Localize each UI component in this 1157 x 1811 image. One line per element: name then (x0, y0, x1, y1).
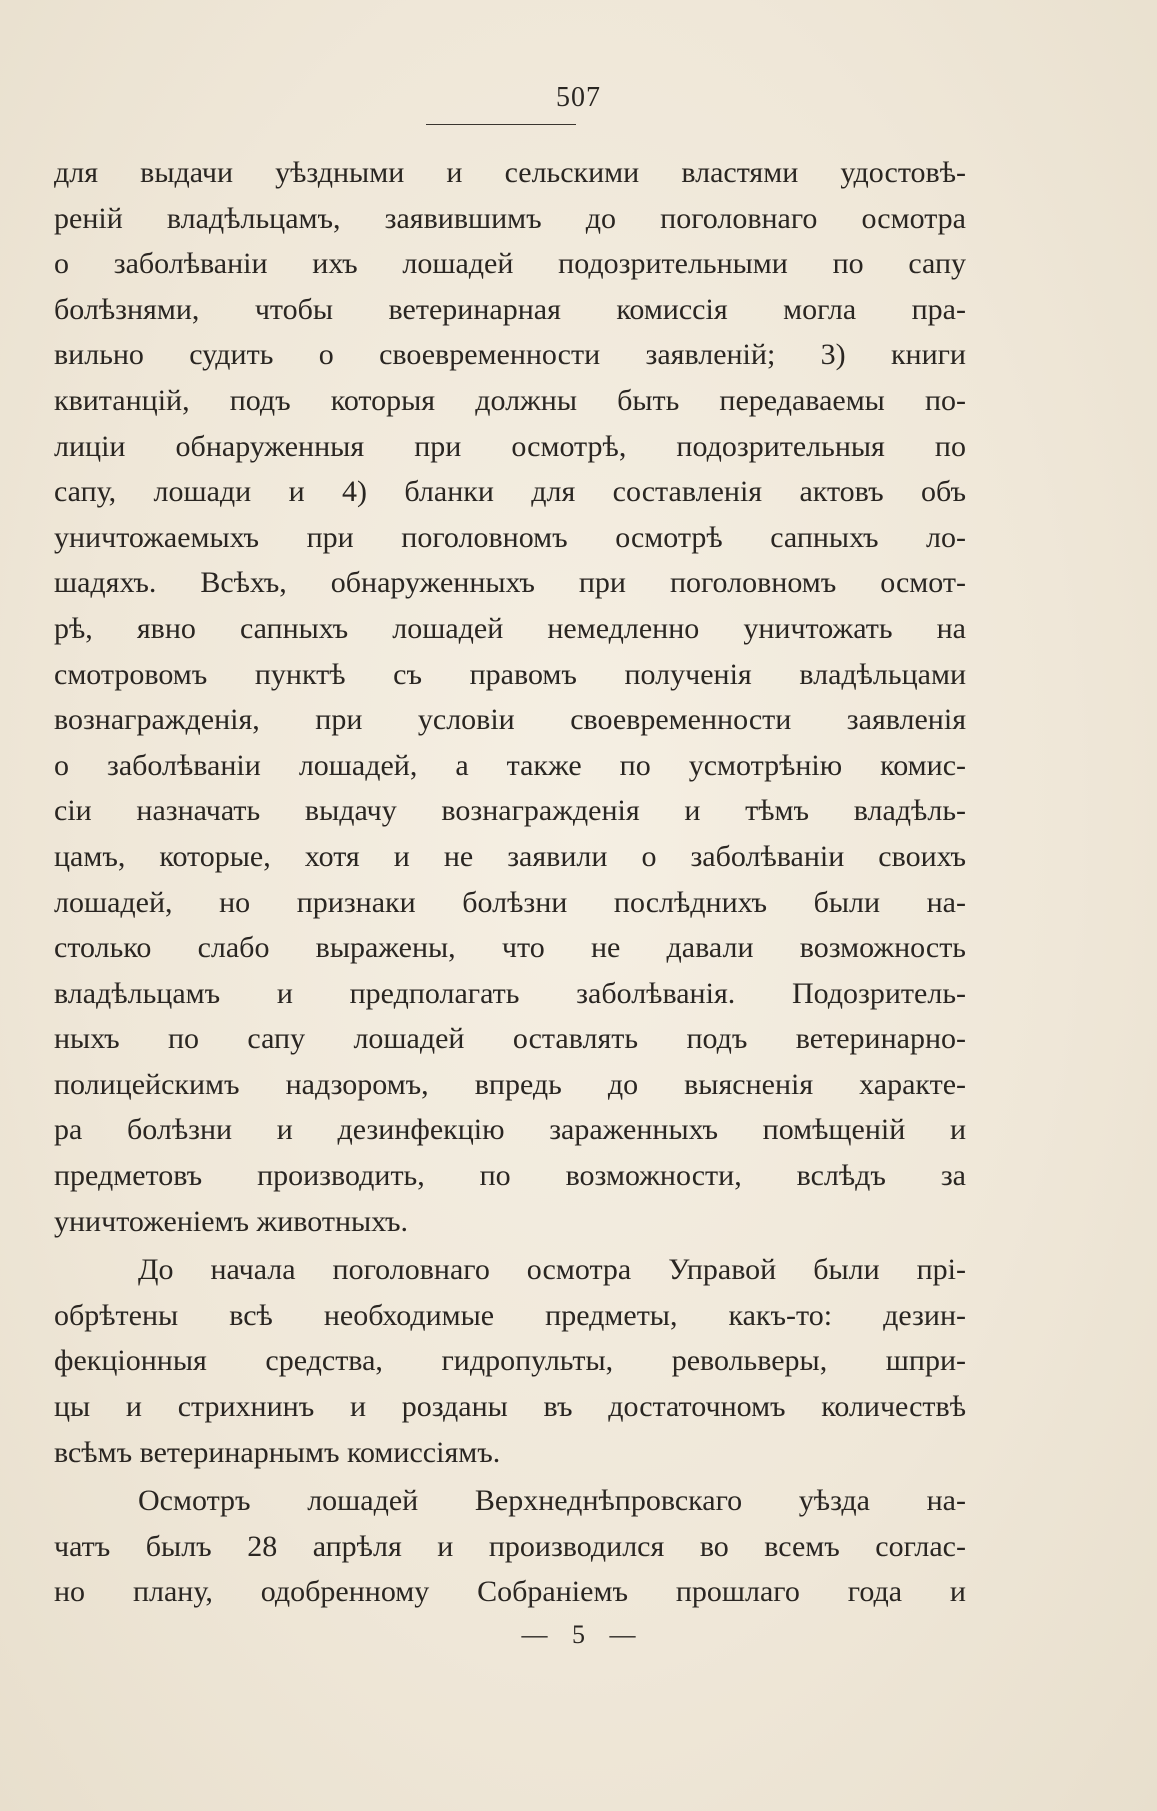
text-line: уничтожаемыхъ при поголовномъ осмотрѣ сапныхъ ло- (54, 520, 966, 554)
text-line: полицейскимъ надзоромъ, впредь до выясненія характе- (54, 1067, 966, 1101)
paragraph-line: всѣмъ ветеринарнымъ комиссіямъ. (54, 1435, 501, 1469)
signature-mark: — 5 — (521, 1620, 636, 1649)
text-line: владѣльцамъ и предполагать заболѣванія. Подозритель- (54, 976, 966, 1010)
text-line: столько слабо выражены, что не давали возможность (54, 931, 966, 965)
text-line: для выдачи уѣздными и сельскими властями удостовѣ- (54, 156, 966, 189)
text-line: сапу, лошади и 4) бланки для составленія актовъ объ (54, 475, 966, 509)
paragraph-line: чатъ былъ 28 апрѣля и производился во всемъ соглас- (54, 1529, 966, 1563)
text-line: болѣзнями, чтобы ветеринарная комиссія могла пра- (54, 292, 966, 326)
paragraph-line: цы и стрихнинъ и розданы въ достаточномъ количествѣ (54, 1390, 966, 1424)
text-line: ра болѣзни и дезинфекцію зараженныхъ помѣщеній и (54, 1113, 966, 1147)
text-line: ныхъ по сапу лошадей оставлять подъ ветеринарно- (54, 1022, 966, 1056)
text-line: смотровомъ пунктѣ съ правомъ полученія владѣльцами (54, 657, 966, 691)
paragraph-line: обрѣтены всѣ необходимые предметы, какъ-то: дезин- (54, 1298, 966, 1332)
paragraph-line: но плану, одобренному Собраніемъ прошлаго года и (54, 1575, 966, 1609)
text-line: квитанцій, подъ которыя должны быть передаваемы по- (54, 383, 966, 417)
text-line: о заболѣваніи лошадей, а также по усмотрѣнію комис- (54, 748, 966, 782)
text-line: лиціи обнаруженныя при осмотрѣ, подозрительныя по (54, 429, 966, 463)
paragraph-line: фекціонныя средства, гидропульты, револьверы, шпри- (54, 1344, 966, 1378)
page-number: 507 (556, 82, 601, 113)
text-line: реній владѣльцамъ, заявившимъ до поголовнаго осмотра (54, 201, 966, 235)
header-rule (426, 124, 576, 125)
text-line: о заболѣваніи ихъ лошадей подозрительными по сапу (54, 247, 966, 281)
text-line: лошадей, но признаки болѣзни послѣднихъ были на- (54, 885, 966, 919)
text-line: вознагражденія, при условіи своевременности заявленія (54, 703, 966, 737)
body-text (54, 150, 966, 1615)
text-line: шадяхъ. Всѣхъ, обнаруженныхъ при поголовномъ осмот- (54, 566, 966, 600)
text-line: сіи назначать выдачу вознагражденія и тѣмъ владѣль- (54, 794, 966, 828)
text-line: уничтоженіемъ животныхъ. (54, 1204, 409, 1238)
paragraph-line: Осмотръ лошадей Верхнеднѣпровскаго уѣзда на- (138, 1484, 966, 1518)
text-line: предметовъ производить, по возможности, вслѣдъ за (54, 1159, 966, 1193)
paragraph-line: До начала поголовнаго осмотра Управой были прі- (138, 1253, 966, 1287)
text-line: рѣ, явно сапныхъ лошадей немедленно уничтожать на (54, 611, 966, 645)
text-line: цамъ, которые, хотя и не заявили о заболѣваніи своихъ (54, 839, 966, 873)
text-line: вильно судить о своевременности заявленій; 3) книги (54, 338, 966, 372)
